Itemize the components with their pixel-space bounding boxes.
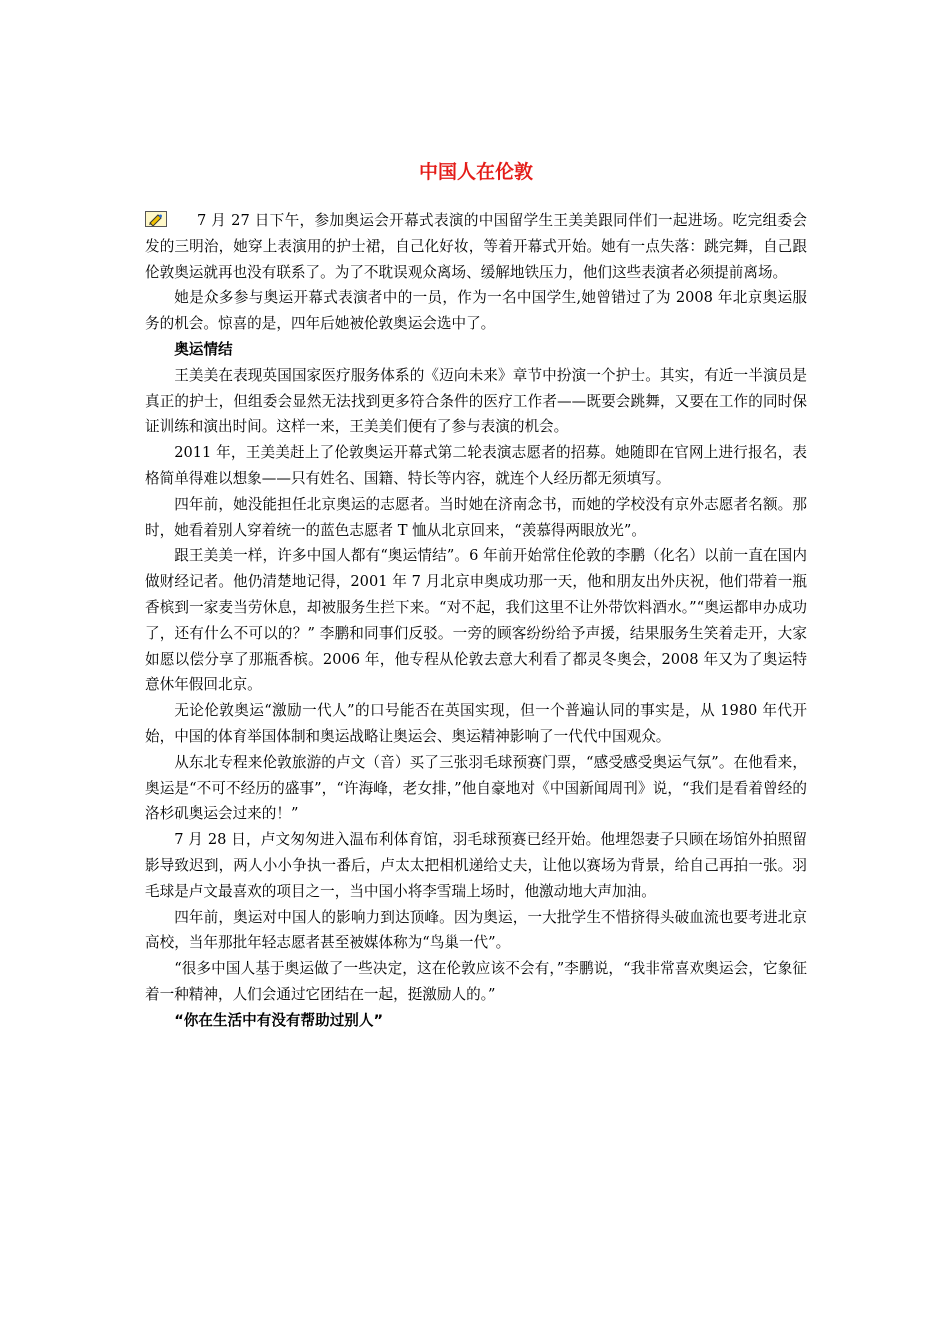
document-body xyxy=(145,208,807,1034)
paragraph-11: “很多中国人基于奥运做了一些决定，这在伦敦应该不会有，”李鹏说，“我非常喜欢奥运会，它象征着一种精神，人们会通过它团结在一起，挺激励人的。” xyxy=(145,960,807,1003)
paragraph-9: 7 月 28 日，卢文匆匆进入温布利体育馆，羽毛球预赛已经开始。他埋怨妻子只顾在场馆外拍照留影导致迟到，两人小小争执一番后，卢太太把相机递给丈夫，让他以赛场为背景，给自己再拍一张。羽毛球是卢文最喜欢的项目之一，当中国小将李雪瑞上场时，他激动地大声加油。 xyxy=(145,831,807,900)
paragraph-3: 王美美在表现英国国家医疗服务体系的《迈向未来》章节中扮演一个护士。其实，有近一半演员是真正的护士，但组委会显然无法找到更多符合条件的医疗工作者——既要会跳舞，又要在工作的同时保证训练和演出时间。这样一来，王美美们便有了参与表演的机会。 xyxy=(145,366,807,436)
paragraph-4: 2011 年，王美美赶上了伦敦奥运开幕式第二轮表演志愿者的招募。她随即在官网上进行报名，表格简单得难以想象——只有姓名、国籍、特长等内容，就连个人经历都无须填写。 xyxy=(145,444,807,487)
paragraph-6: 跟王美美一样，许多中国人都有“奥运情结”。6 年前开始常住伦敦的李鹏（化名）以前一直在国内做财经记者。他仍清楚地记得，2001 年 7 月北京申奥成功那一天，他和朋友出外庆祝，他们带着一瓶香槟到一家麦当劳休息，却被服务生拦下来。“对不起，我们这里不让外带饮料酒水。”“奥运都申办成功了，还有什么不可以的？” 李鹏和同事们反驳。一旁的顾客纷纷给予声援，结果服务生笑着走开，大家如愿以偿分享了那瓶香槟。2006 年，他专程从伦敦去意大利看了都灵冬奥会，2008 年又为了奥运特意休年假回北京。 xyxy=(145,547,807,694)
document-title: 中国人在伦敦 xyxy=(418,161,533,183)
paragraph-10: 四年前，奥运对中国人的影响力到达顶峰。因为奥运，一大批学生不惜挤得头破血流也要考进北京高校，当年那批年轻志愿者甚至被媒体称为“鸟巢一代”。 xyxy=(145,908,807,952)
paragraph-1-text: 7 月 27 日下午，参加奥运会开幕式表演的中国留学生王美美跟同伴们一起进场。吃完组委会发的三明治，她穿上表演用的护士裙，自己化好妆，等着开幕式开始。她有一点失落：跳完舞，自己跟伦敦奥运就再也没有联系了。为了不耽误观众离场、缓解地铁压力，他们这些表演者必须提前离场。 xyxy=(145,212,807,281)
note-pencil-icon[interactable] xyxy=(145,211,167,227)
paragraph-2: 她是众多参与奥运开幕式表演者中的一员，作为一名中国学生,她曾错过了为 2008 年北京奥运服务的机会。惊喜的是，四年后她被伦敦奥运会选中了。 xyxy=(145,289,807,333)
paragraph-1 xyxy=(145,208,807,285)
paragraph-7: 无论伦敦奥运“激励一代人”的口号能否在英国实现，但一个普遍认同的事实是，从 1980 年代开始，中国的体育举国体制和奥运战略让奥运会、奥运精神影响了一代代中国观众。 xyxy=(145,702,807,745)
section-heading-helping-others: “你在生活中有没有帮助过别人” xyxy=(174,1011,384,1029)
paragraph-8: 从东北专程来伦敦旅游的卢文（音）买了三张羽毛球预赛门票，“感受感受奥运气氛”。在他看来，奥运是“不可不经历的盛事”，“许海峰，老女排，”他自豪地对《中国新闻周刊》说，“我们是看着曾经的洛杉矶奥运会过来的！” xyxy=(145,753,807,823)
paragraph-5: 四年前，她没能担任北京奥运的志愿者。当时她在济南念书，而她的学校没有京外志愿者名额。那时，她看着别人穿着统一的蓝色志愿者 T 恤从北京回来，“羡慕得两眼放光”。 xyxy=(145,495,807,539)
section-heading-olympic-complex: 奥运情结 xyxy=(174,340,233,358)
